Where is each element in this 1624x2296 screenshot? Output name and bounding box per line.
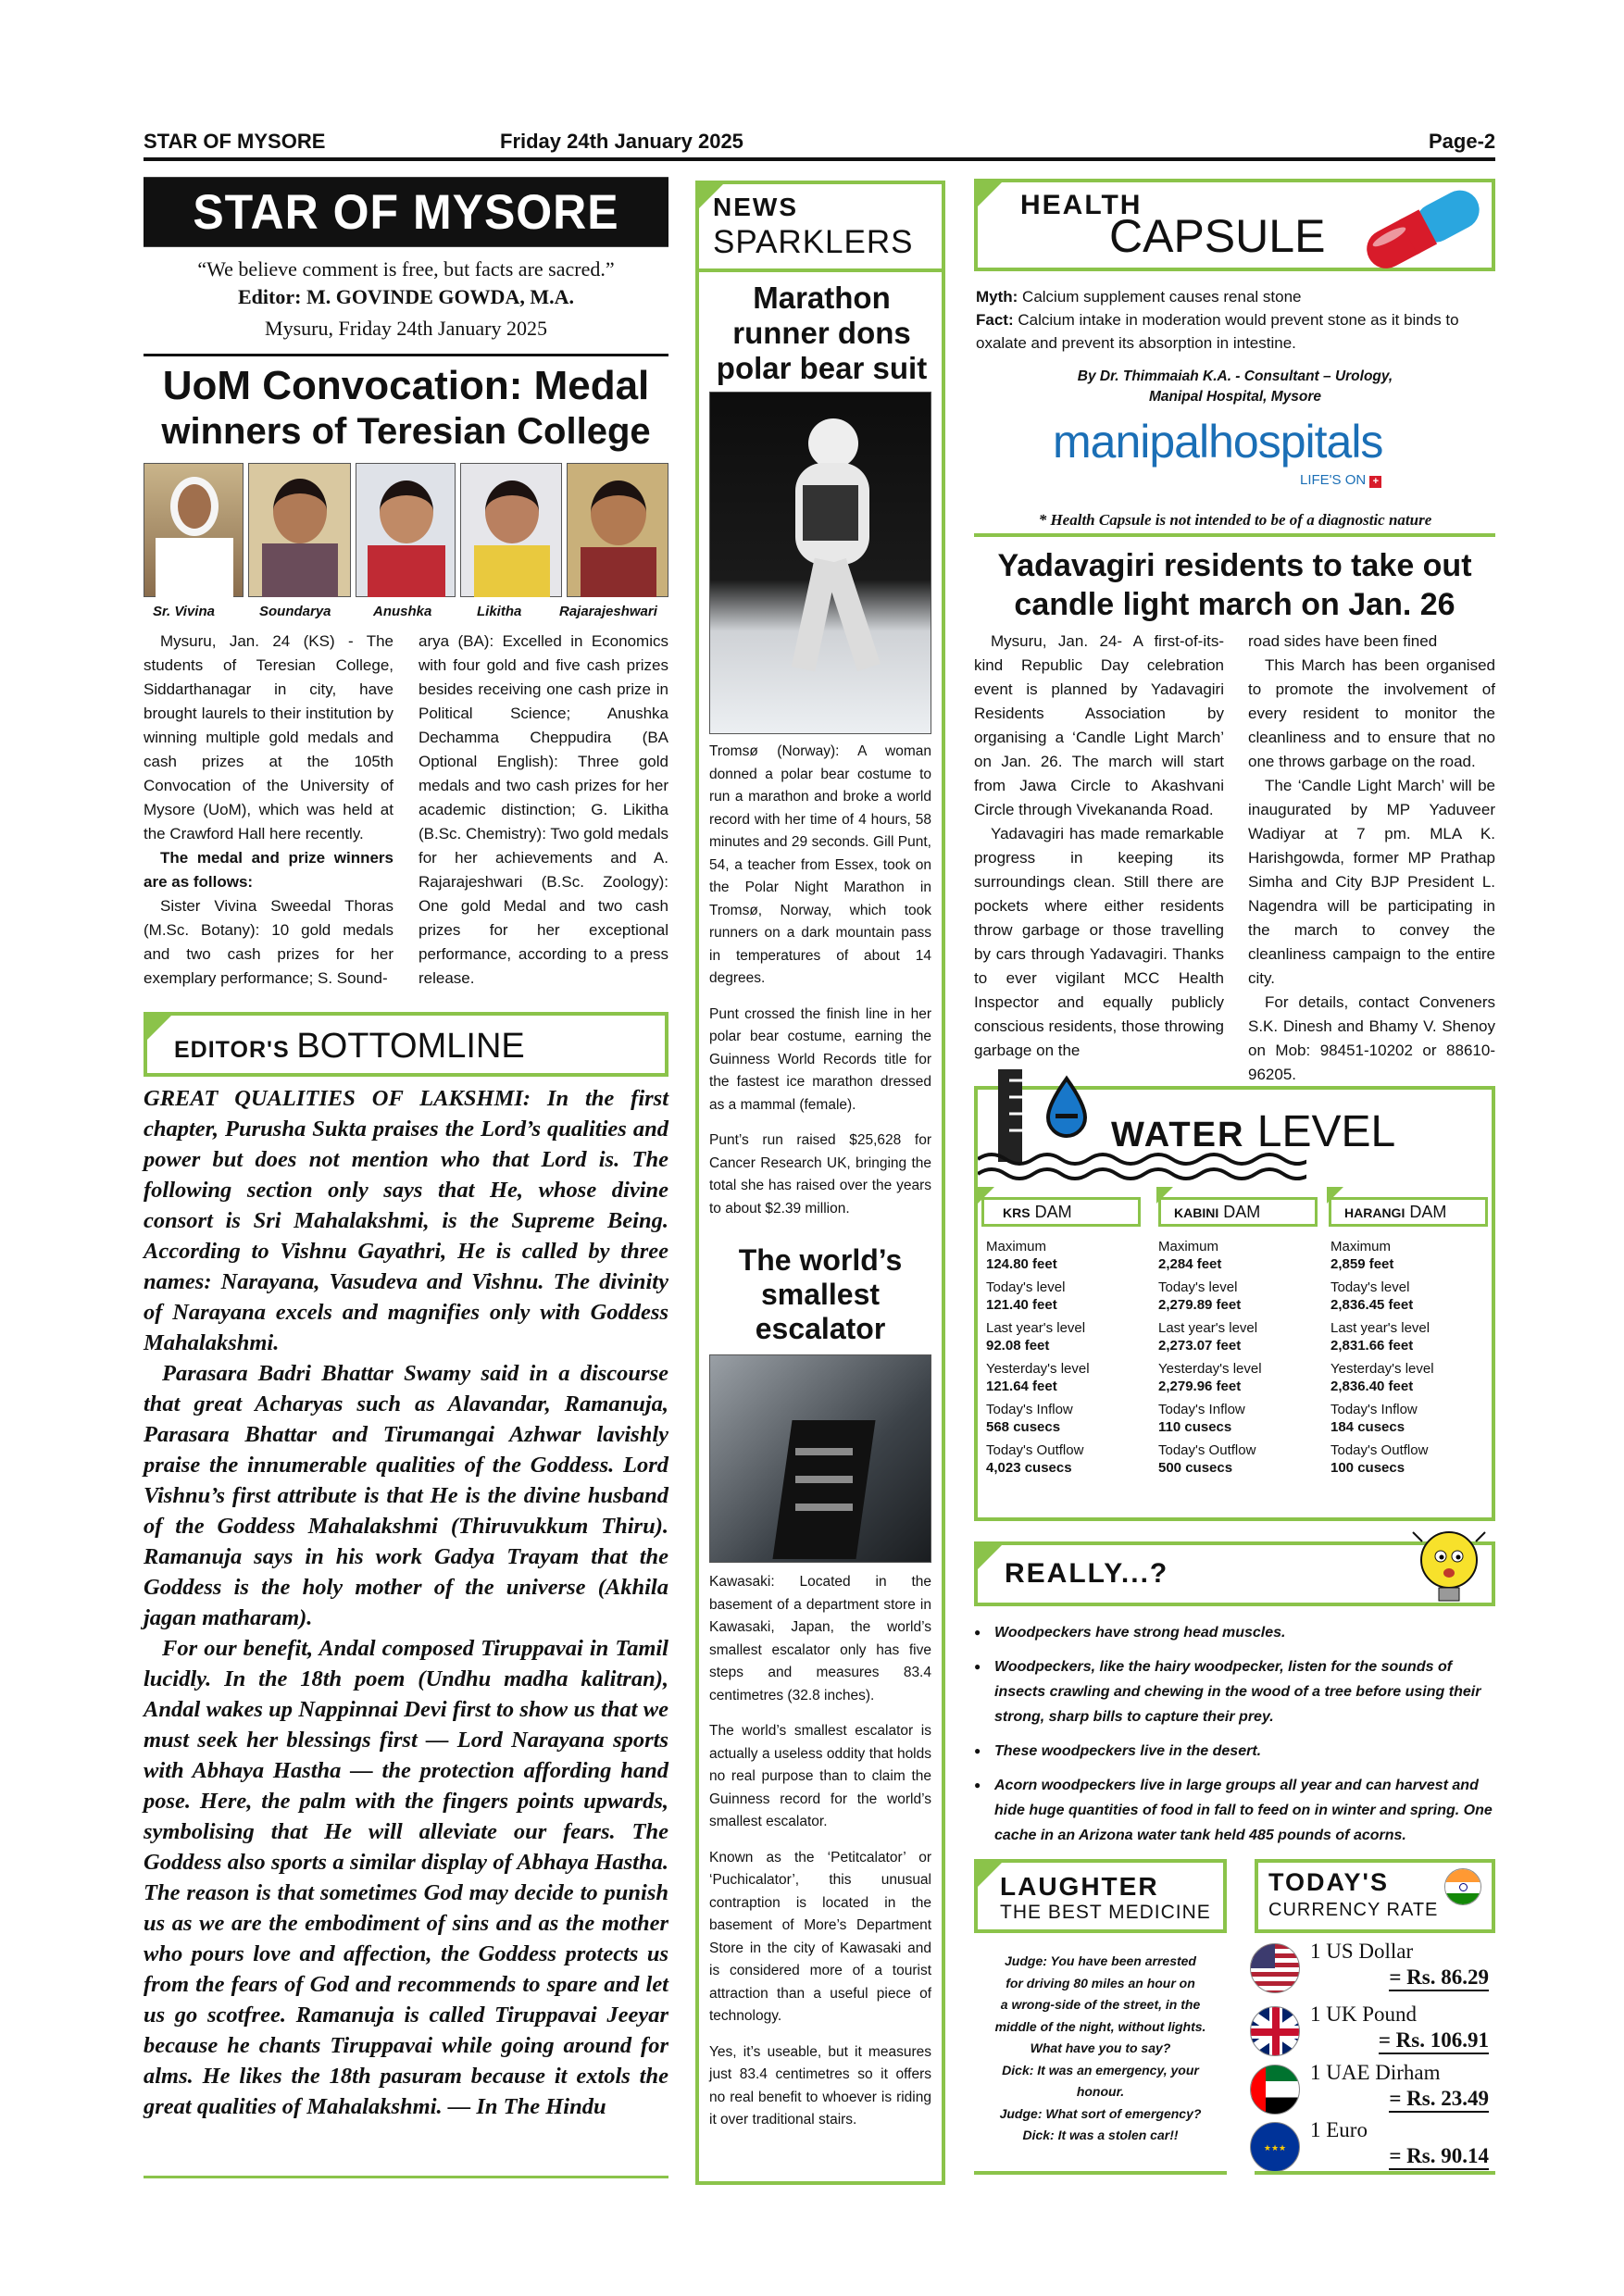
- stat-value: 2,836.40 feet: [1330, 1379, 1414, 1394]
- stat-label: Today's level: [986, 1279, 1066, 1295]
- dam-suffix: DAM: [1409, 1203, 1447, 1221]
- health-disclaimer: * Health Capsule is not intended to be of a diagnostic nature: [1038, 511, 1432, 529]
- really-item: ● These woodpeckers live in the desert.: [974, 1739, 1495, 1764]
- health-title-b: CAPSULE: [1109, 210, 1326, 262]
- stat-value: 2,279.96 feet: [1158, 1379, 1242, 1394]
- header-rule: [144, 157, 1495, 161]
- yadav-headline: [974, 546, 1495, 624]
- yadav-paragraph: Mysuru, Jan. 24- A first-of-its-kind Republic Day celebration event is planned by Yadavagiri Residents Association by organising a ‘Candle Light March’ on Jan. 26. The march will start from Jawa Circle to Akashvani Circle through Vivekananda Road.: [974, 632, 1224, 818]
- stat-label: Maximum: [986, 1239, 1047, 1254]
- india-flag-icon: [1444, 1868, 1481, 1905]
- yadav-paragraph: For details, contact Conveners S.K. Dinesh and Bhamy V. Shenoy on Mob: 98451-10202 or 88610-96205.: [1248, 993, 1495, 1083]
- stat-value: 121.64 feet: [986, 1379, 1057, 1394]
- dam-tab-kabini: [1158, 1197, 1318, 1227]
- dam-suffix: DAM: [1034, 1203, 1072, 1221]
- stat-label: Today's Outflow: [1330, 1442, 1429, 1458]
- story2-paragraph: Yes, it’s useable, but it measures just 83.4 centimetres so it offers no real benefit to whoever is riding it over traditional stairs.: [709, 2043, 931, 2128]
- manipal-tag-text: LIFE'S ON: [1300, 472, 1367, 488]
- story2-paragraph: Kawasaki: Located in the basement of a department store in Kawasaki, Japan, the world’s smallest escalator only has five steps and measures 83.4 centimetres (32.8 inches).: [709, 1574, 931, 1703]
- caption-name: Anushka: [373, 604, 432, 619]
- myth-label: Myth:: [976, 288, 1018, 306]
- story2-body: [709, 1571, 931, 2132]
- joke-line: for driving 80 miles an hour on: [1006, 1975, 1195, 1990]
- really-item: ● Woodpeckers have strong head muscles.: [974, 1620, 1495, 1645]
- masthead-editor: Editor: M. GOVINDE GOWDA, M.A.: [238, 285, 574, 308]
- stat-value: 92.08 feet: [986, 1338, 1050, 1354]
- joke-line: What have you to say?: [1030, 2040, 1171, 2055]
- currency-row-gbp: [1250, 2003, 1491, 2064]
- plus-icon: +: [1369, 476, 1381, 488]
- currency-bottom-rule: [1255, 2171, 1495, 2175]
- uk-flag-icon: [1250, 2006, 1300, 2056]
- yadav-paragraph: Yadavagiri has made remarkable progress in keeping its surroundings clean. Still there are pockets where either residents throw garbage or those travelling by cars through Yadavagiri. Thanks to ever vigilant MCC Health Inspector and equally publicly conscious residents, those throwing garbage on the: [974, 825, 1224, 1059]
- dam-name: HARANGI: [1344, 1205, 1405, 1220]
- news-title-b: SPARKLERS: [713, 224, 914, 260]
- yadav-headline-1: Yadavagiri residents to take out: [997, 548, 1472, 583]
- currency-title-b: CURRENCY RATE: [1268, 1900, 1439, 1920]
- health-byline: [976, 367, 1494, 407]
- uom-headline-2: winners of Teresian College: [161, 411, 651, 452]
- news-title-rule: [699, 268, 942, 272]
- joke-line: honour.: [1076, 2084, 1125, 2099]
- editor-bottom-rule: [144, 2176, 668, 2178]
- stat-label: Maximum: [1330, 1239, 1392, 1254]
- dam-stats-harangi: [1330, 1238, 1493, 1482]
- joke-line: Judge: You have been arrested: [1005, 1953, 1196, 1968]
- stat-label: Today's level: [1330, 1279, 1410, 1295]
- masthead-motto: “We believe comment is free, but facts are sacred.”: [197, 257, 615, 281]
- water-title-a: WATER: [1111, 1116, 1245, 1154]
- currency-name: 1 UK Pound: [1310, 2003, 1418, 2026]
- stat-label: Today's Inflow: [1330, 1402, 1418, 1417]
- joke-line: Judge: What sort of emergency?: [999, 2105, 1202, 2121]
- stat-label: Last year's level: [1330, 1320, 1430, 1336]
- fact-text: Calcium intake in moderation would prevent stone as it binds to oxalate and prevent its absorption in intestine.: [976, 311, 1459, 352]
- story1-paragraph: Tromsø (Norway): A woman donned a polar bear costume to run a marathon and broke a world record with her time of 4 hours, 58 minutes and 29 seconds. Gill Punt, 54, a teacher from Essex, took on the Polar Night Marathon in Tromsø, Norway, which took runners on a dark mountain pass in temperatures of about 14 degrees.: [709, 743, 931, 986]
- stat-value: 2,831.66 feet: [1330, 1338, 1414, 1354]
- header-date: Friday 24th January 2025: [500, 130, 743, 153]
- really-title: REALLY...?: [1005, 1558, 1169, 1589]
- story1-headline: Marathon runner dons polar bear suit: [716, 281, 928, 385]
- masthead-title: STAR OF MYSORE: [144, 177, 668, 247]
- health-flag: [978, 182, 1002, 206]
- stat-label: Today's Outflow: [986, 1442, 1084, 1458]
- yadav-paragraph: This March has been organised to promote the involvement of every resident to monitor the cleanliness and to ensure that no one throws garbage on the road.: [1248, 656, 1495, 770]
- stat-label: Last year's level: [1158, 1320, 1258, 1336]
- caption-name: Rajarajeshwari: [559, 604, 657, 619]
- dam-tab-harangi: [1329, 1197, 1488, 1227]
- stat-value: 500 cusecs: [1158, 1460, 1233, 1476]
- stat-value: 100 cusecs: [1330, 1460, 1405, 1476]
- stat-value: 2,284 feet: [1158, 1256, 1222, 1272]
- uom-paragraph: Mysuru, Jan. 24 (KS) - The students of Teresian College, Siddarthanagar in city, have brought laurels to their institution by winning multiple gold medals and cash prizes at the 105th Convocation of the University of Mysore (UoM), which was held at the Crawford Hall here recently.: [144, 632, 394, 842]
- stat-value: 2,279.89 feet: [1158, 1297, 1242, 1313]
- dam-flag: [1327, 1187, 1343, 1204]
- health-body: [976, 285, 1494, 355]
- dam-name: KRS: [1003, 1205, 1031, 1220]
- photo-likitha: [460, 463, 562, 597]
- dam-flag: [1156, 1187, 1173, 1204]
- yadav-paragraph: road sides have been fined: [1248, 632, 1438, 650]
- laughter-title-b: THE BEST MEDICINE: [1000, 1902, 1211, 1923]
- caption-name: Soundarya: [259, 604, 331, 619]
- stat-value: 184 cusecs: [1330, 1419, 1405, 1435]
- header-paper-name: STAR OF MYSORE: [144, 130, 326, 153]
- caption-name: Likitha: [477, 604, 522, 619]
- caption-name: Sr. Vivina: [153, 604, 215, 619]
- currency-value: = Rs. 86.29: [1389, 1965, 1489, 1991]
- editor-paragraph: Parasara Badri Bhattar Swamy said in a discourse that great Acharyas such as Alavandar, Ramanuja, Parasara Bhattar and Tirumangai Azhwar lavishly praise the innumerable qualities of the Goddess. Lord Vishnu’s first attribute is that He is the divine husband of the Goddess Mahalakshmi (Thiruvukkum Thiru). Ramanuja says in his work Gadya Trayam that the Goddess is the holy mother of the universe (Akhila jagan matharam).: [144, 1361, 668, 1630]
- stat-label: Maximum: [1158, 1239, 1219, 1254]
- editor-paragraph: GREAT QUALITIES OF LAKSHMI: In the first chapter, Purusha Sukta praises the Lord’s qualities and power but does not mention who that Lord is. The following section only says that He, whose divine consort is Sri Mahalakshmi, is the Supreme Being. According to Vishnu Gayathri, He is called by three names: Narayana, Vasudeva and Vishnu. The divinity of Narayana excels and magnifies only with Goddess Mahalakshmi.: [144, 1086, 668, 1355]
- stat-label: Yesterday's level: [986, 1361, 1090, 1377]
- currency-row-usd: [1250, 1940, 1491, 2001]
- photo-anushka: [356, 463, 456, 597]
- editor-title-a: EDITOR'S: [174, 1037, 290, 1063]
- really-item: ● Acorn woodpeckers live in large groups all year and can harvest and hide huge quantities of food in fall to feed on in winter and spring. One cache in an Arizona water tank held 485 pounds of acorns.: [974, 1773, 1495, 1848]
- story1-paragraph: Punt’s run raised $25,628 for Cancer Research UK, bringing the total she has raised over the years to about $2.39 million.: [709, 1132, 931, 1217]
- masthead-rule: [144, 354, 668, 356]
- story1-body: [709, 741, 931, 1220]
- uom-paragraph: Sister Vivina Sweedal Thoras (M.Sc. Botany): 10 gold medals and two cash prizes for her exemplary performance; S. Sound-: [144, 897, 394, 987]
- dam-stats-krs: [986, 1238, 1153, 1482]
- editor-paragraph: For our benefit, Andal composed Tiruppavai in Tamil lucidly. In the 18th poem (Undhu madha kalitran), Andal wakes up Nappinnai Devi first to show us that we must seek her blessings first — Lord Narayana sports with Abhaya Hastha — the protection affording hand pose. Here, the palm with the fingers points upwards, symbolising that He will alleviate our fears. The Goddess also sports a similar display of Abhaya Hastha. The reason is that sometimes God may decide to punish us as we are the embodiment of sins and as the mother who pours love and affection, the Goddess protects us from the fears of God and recommends to spare and let us go scotfree. Ramanuja is called Tiruppavai Jeeyar because he chants Tiruppavai while going around for alms. He likes the 18th pasuram because it extols the great qualities of Mahalakshmi. — In The Hindu: [144, 1636, 668, 2119]
- uom-body-col1: [144, 630, 394, 991]
- currency-title-a: TODAY'S: [1268, 1868, 1389, 1896]
- stat-value: 2,859 feet: [1330, 1256, 1394, 1272]
- stat-label: Today's level: [1158, 1279, 1238, 1295]
- currency-value: = Rs. 106.91: [1379, 2028, 1489, 2054]
- yadav-col1: [974, 630, 1224, 1063]
- header-page-number: Page-2: [1429, 130, 1496, 153]
- editor-body: [144, 1083, 668, 2122]
- really-flag: [978, 1545, 1002, 1569]
- laughter-flag: [978, 1863, 1002, 1887]
- dam-name: KABINI: [1174, 1205, 1219, 1220]
- currency-name: 1 Euro: [1310, 2118, 1368, 2141]
- masthead-dateline: Mysuru, Friday 24th January 2025: [265, 317, 547, 340]
- story2-paragraph: The world’s smallest escalator is actually a useless oddity that holds no real purpose than to claim the Guinness record for the world’s smallest escalator.: [709, 1723, 931, 1829]
- joke-line: Dick: It was an emergency, your: [1002, 2062, 1199, 2078]
- stat-value: 121.40 feet: [986, 1297, 1057, 1313]
- stat-value: 4,023 cusecs: [986, 1460, 1072, 1476]
- yadav-headline-2: candle light march on Jan. 26: [1014, 587, 1455, 622]
- currency-value: = Rs. 90.14: [1389, 2144, 1489, 2170]
- joke-line: Dick: It was a stolen car!!: [1022, 2128, 1179, 2142]
- manipal-logo: manipalhospitals: [1053, 416, 1383, 468]
- currency-name: 1 UAE Dirham: [1310, 2061, 1441, 2084]
- joke-line: middle of the night, without lights.: [994, 2018, 1206, 2034]
- stat-value: 110 cusecs: [1158, 1419, 1232, 1435]
- really-item: ● Woodpeckers, like the hairy woodpecker, listen for the sounds of insects crawling and chewing in the wood of a tree before using their strong, sharp bills to capture their prey.: [974, 1654, 1495, 1729]
- joke-line: a wrong-side of the street, in the: [1000, 1997, 1201, 2012]
- health-bottom-rule: [974, 533, 1495, 537]
- us-flag-icon: [1250, 1943, 1300, 1993]
- story1-paragraph: Punt crossed the finish line in her polar bear costume, earning the Guinness World Records title for the fastest ice marathon dressed as a mammal (female).: [709, 1005, 931, 1113]
- manipal-tagline: [1300, 472, 1381, 488]
- laughter-joke: [974, 1951, 1227, 2147]
- currency-row-aed: [1250, 2061, 1491, 2122]
- dam-stats-kabini: [1158, 1238, 1325, 1482]
- stat-label: Yesterday's level: [1330, 1361, 1434, 1377]
- health-byline-1: By Dr. Thimmaiah K.A. - Consultant – Urology,: [1077, 368, 1393, 384]
- editor-title-b: BOTTOMLINE: [296, 1027, 525, 1066]
- laughter-bottom-rule: [974, 2171, 1227, 2175]
- laughter-title-a: LAUGHTER: [1000, 1872, 1159, 1901]
- health-byline-2: Manipal Hospital, Mysore: [1148, 389, 1322, 405]
- editor-title: [174, 1028, 525, 1068]
- story2-paragraph: Known as the ‘Petitcalator’ or ‘Puchicalator’, this unusual contraption is located in the basement of More’s Department Store in the city of Kawasaki and is considered more of a tourist attraction than a useful piece of technology.: [709, 1849, 931, 2024]
- news-title-a: NEWS: [713, 193, 798, 221]
- really-list: [974, 1620, 1495, 1857]
- photo-polar-bear-runner: [709, 392, 931, 734]
- editor-flag: [147, 1016, 171, 1040]
- photo-rajarajeshwari: [567, 463, 668, 597]
- lightbulb-icon: [1407, 1523, 1491, 1611]
- dam-tab-krs: [981, 1197, 1141, 1227]
- stat-value: 2,836.45 feet: [1330, 1297, 1414, 1313]
- story2-headline: The world’s smallest escalator: [738, 1243, 903, 1345]
- fact-label: Fact:: [976, 311, 1014, 329]
- stat-label: Today's Inflow: [986, 1402, 1073, 1417]
- currency-value: = Rs. 23.49: [1389, 2087, 1489, 2113]
- water-title-b: LEVEL: [1256, 1107, 1396, 1156]
- health-title-a: HEALTH: [1020, 190, 1143, 220]
- stat-value: 2,273.07 feet: [1158, 1338, 1242, 1354]
- myth-text: Calcium supplement causes renal stone: [1018, 288, 1302, 306]
- uom-headline-1: UoM Convocation: Medal: [162, 363, 650, 408]
- stat-value: 568 cusecs: [986, 1419, 1061, 1435]
- stat-label: Last year's level: [986, 1320, 1086, 1336]
- photo-smallest-escalator: [709, 1354, 931, 1563]
- uom-body-col2: [418, 630, 668, 991]
- capsule-pill-icon: [1352, 185, 1500, 268]
- yadav-col2: [1248, 630, 1495, 1087]
- photo-sr-vivina: [144, 463, 244, 597]
- uom-paragraph: The medal and prize winners are as follows:: [144, 849, 394, 891]
- stat-label: Yesterday's level: [1158, 1361, 1262, 1377]
- stat-label: Today's Outflow: [1158, 1442, 1256, 1458]
- water-title: [1111, 1106, 1395, 1157]
- yadav-paragraph: The ‘Candle Light March’ will be inaugurated by MP Yaduveer Wadiyar at 7 pm. MLA K. Harishgowda, former MP Prathap Simha and City BJP President L. Nagendra will be participating in the march to convey the cleanliness campaign to the entire city.: [1248, 777, 1495, 987]
- dam-flag: [978, 1187, 994, 1204]
- photo-soundarya: [248, 463, 351, 597]
- stat-label: Today's Inflow: [1158, 1402, 1245, 1417]
- dam-suffix: DAM: [1223, 1203, 1261, 1221]
- currency-name: 1 US Dollar: [1310, 1940, 1414, 1963]
- uae-flag-icon: [1250, 2065, 1300, 2115]
- eu-flag-icon: ★★★: [1250, 2122, 1300, 2172]
- uom-paragraph: arya (BA): Excelled in Economics with four gold and five cash prizes besides receiving one cash prize in Political Science; Anushka Dechamma Cheppudira (BA Optional English): Three gold medals and two cash prizes for her academic distinction; G. Likitha (B.Sc. Chemistry): Two gold medals for her achievements and A. Rajarajeshwari (B.Sc. Zoology): One gold Medal and two cash prizes for her exceptional performance, according to a press release.: [418, 632, 668, 987]
- stat-value: 124.80 feet: [986, 1256, 1057, 1272]
